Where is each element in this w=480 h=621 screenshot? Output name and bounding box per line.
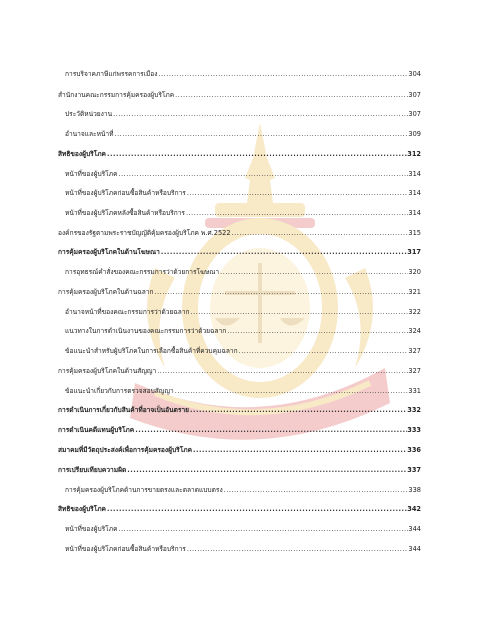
toc-entry-text (65, 108, 421, 120)
toc-entry[interactable] (0, 108, 480, 122)
toc-entry-page: 332 (407, 406, 421, 414)
toc-entry[interactable] (0, 227, 480, 241)
toc-entry-title: ข้อแนะนำเกี่ยวกับการตรวจสอบสัญญา (65, 387, 174, 395)
toc-entry-title: สิทธิของผู้บริโภค (58, 150, 106, 158)
toc-entry-page: 344 (408, 545, 421, 553)
toc-entry[interactable] (0, 148, 480, 162)
toc-entry[interactable] (0, 246, 480, 260)
toc-entry-text (65, 207, 421, 219)
toc-entry-text (58, 464, 421, 476)
toc-entry-page: 317 (407, 248, 421, 256)
toc-entry-page: 309 (408, 130, 421, 138)
toc-leader-dots (219, 266, 408, 278)
toc-entry-text (65, 68, 421, 80)
toc-entry-page: 315 (408, 229, 421, 237)
toc-entry[interactable] (0, 286, 480, 300)
toc-entry-text (58, 365, 421, 377)
toc-entry-page: 307 (408, 91, 421, 99)
toc-entry-title: การดำเนินคดีแทนผู้บริโภค (58, 426, 135, 434)
toc-entry-title: การเปรียบเทียบความผิด (58, 466, 127, 474)
toc-entry[interactable] (0, 345, 480, 359)
toc-entry-page: 324 (408, 327, 421, 335)
toc-entry-page: 337 (407, 466, 421, 474)
toc-entry-title: การคุ้มครองผู้บริโภคในด้านสัญญา (58, 367, 157, 375)
toc-entry[interactable] (0, 424, 480, 438)
toc-entry[interactable] (0, 385, 480, 399)
toc-entry[interactable] (0, 464, 480, 478)
toc-entry-title: การคุ้มครองผู้บริโภคในด้านฉลาก (58, 288, 154, 296)
toc-entry-text (58, 148, 421, 160)
toc-entry-page: 331 (408, 387, 421, 395)
toc-leader-dots (223, 484, 409, 496)
toc-entry-page: 314 (408, 209, 421, 217)
toc-entry-page: 327 (408, 367, 421, 375)
toc-leader-dots (160, 246, 407, 258)
toc-entry[interactable] (0, 523, 480, 537)
toc-entry[interactable] (0, 503, 480, 517)
toc-entry-text (58, 89, 421, 101)
toc-entry-title: หน้าที่ของผู้บริโภคก่อนซื้อสินค้าหรือบริการ (65, 189, 186, 197)
toc-entry-title: สำนักงานคณะกรรมการคุ้มครองผู้บริโภค (58, 91, 175, 99)
toc-entry-title: การอุทธรณ์คำสั่งของคณะกรรมการว่าด้วยการโฆษณา (65, 268, 220, 276)
toc-entry-text (65, 168, 421, 180)
toc-leader-dots (113, 128, 408, 140)
toc-leader-dots (106, 148, 407, 160)
toc-entry[interactable] (0, 207, 480, 221)
toc-entry[interactable] (0, 543, 480, 557)
toc-entry-text (58, 404, 421, 416)
toc-entry-title: องค์กรของรัฐตามพระราชบัญญัติคุ้มครองผู้บริโภค พ.ศ.2522 (58, 229, 231, 237)
toc-leader-dots (117, 523, 408, 535)
toc-entry-title: หน้าที่ของผู้บริโภคก่อนซื้อสินค้าหรือบริการ (65, 545, 186, 553)
toc-entry-text (58, 444, 421, 456)
toc-entry[interactable] (0, 128, 480, 142)
toc-entry[interactable] (0, 404, 480, 418)
toc-entry-title: หน้าที่ของผู้บริโภค (65, 170, 118, 178)
toc-leader-dots (226, 325, 408, 337)
toc-entry-text (65, 128, 421, 140)
toc-entry-text (65, 523, 421, 535)
toc-entry-text (65, 345, 421, 357)
toc-entry[interactable] (0, 168, 480, 182)
toc-entry-text (65, 306, 421, 318)
toc-leader-dots (112, 108, 408, 120)
toc-leader-dots (117, 168, 408, 180)
toc-entry-page: 314 (408, 170, 421, 178)
toc-leader-dots (106, 503, 407, 515)
toc-entry-text (65, 543, 421, 555)
toc-entry[interactable] (0, 306, 480, 320)
toc-entry-page: 344 (408, 525, 421, 533)
toc-entry-text (58, 227, 421, 239)
toc-entry-title: อำนาจและหน้าที่ (65, 130, 114, 138)
toc-entry-page: 321 (408, 288, 421, 296)
toc-entry-page: 322 (408, 308, 421, 316)
toc-entry-title: การคุ้มครองผู้บริโภคในด้านโฆษณา (58, 248, 160, 256)
toc-entry-page: 304 (408, 70, 421, 78)
toc-entry-page: 312 (407, 150, 421, 158)
toc-entry[interactable] (0, 444, 480, 458)
toc-entry-text (58, 503, 421, 515)
toc-entry-page: 336 (407, 446, 421, 454)
toc-leader-dots (174, 89, 408, 101)
toc-entry-text (65, 187, 421, 199)
toc-leader-dots (190, 306, 409, 318)
toc-leader-dots (231, 227, 409, 239)
toc-leader-dots (185, 207, 408, 219)
toc-entry-text (65, 325, 421, 337)
toc-entry[interactable] (0, 484, 480, 498)
toc-leader-dots (134, 424, 407, 436)
toc-entry[interactable] (0, 325, 480, 339)
toc-entry-title: ประวัติหน่วยงาน (65, 110, 113, 118)
toc-leader-dots (156, 365, 408, 377)
toc-leader-dots (153, 286, 408, 298)
toc-entry[interactable] (0, 266, 480, 280)
toc-entry-text (58, 246, 421, 258)
toc-entry[interactable] (0, 68, 480, 82)
toc-entry-page: 307 (408, 110, 421, 118)
toc-leader-dots (126, 464, 407, 476)
toc-entry[interactable] (0, 187, 480, 201)
toc-leader-dots (192, 444, 407, 456)
toc-entry-text (58, 424, 421, 436)
toc-entry[interactable] (0, 365, 480, 379)
toc-entry-title: แนวทางในการดำเนินงานของคณะกรรมการว่าด้วยฉลาก (65, 327, 227, 335)
toc-entry-title: อำนาจหน้าที่ของคณะกรรมการว่าด้วยฉลาก (65, 308, 190, 316)
toc-leader-dots (189, 404, 407, 416)
toc-entry-title: สิทธิของผู้บริโภค (58, 505, 106, 513)
toc-entry-text (65, 385, 421, 397)
toc-leader-dots (157, 68, 408, 80)
toc-entry-page: 333 (407, 426, 421, 434)
toc-entry-title: การบริจาคภาษีแก่พรรคการเมือง (65, 70, 158, 78)
toc-leader-dots (174, 385, 409, 397)
toc-entry-title: หน้าที่ของผู้บริโภค (65, 525, 118, 533)
toc-entry-text (65, 484, 421, 496)
toc-entry[interactable] (0, 89, 480, 103)
toc-entry-page: 314 (408, 189, 421, 197)
toc-entry-page: 320 (408, 268, 421, 276)
toc-entry-page: 338 (408, 486, 421, 494)
toc-leader-dots (186, 543, 409, 555)
toc-entry-title: ข้อแนะนำสำหรับผู้บริโภคในการเลือกซื้อสินค้าที่ควบคุมฉลาก (65, 347, 238, 355)
toc-entry-title: หน้าที่ของผู้บริโภคหลังซื้อสินค้าหรือบริการ (65, 209, 185, 217)
toc-entry-page: 342 (407, 505, 421, 513)
toc-entry-title: การดำเนินการเกี่ยวกับสินค้าที่อาจเป็นอันตราย (58, 406, 190, 414)
toc-entry-title: สมาคมที่มีวัตถุประสงค์เพื่อการคุ้มครองผู้บริโภค (58, 446, 192, 454)
toc-entry-title: การคุ้มครองผู้บริโภคด้านการขายตรงและตลาดแบบตรง (65, 486, 223, 494)
toc-entry-page: 327 (408, 347, 421, 355)
toc-leader-dots (186, 187, 409, 199)
toc-entry-text (65, 266, 421, 278)
toc-leader-dots (238, 345, 409, 357)
toc-entry-text (58, 286, 421, 298)
